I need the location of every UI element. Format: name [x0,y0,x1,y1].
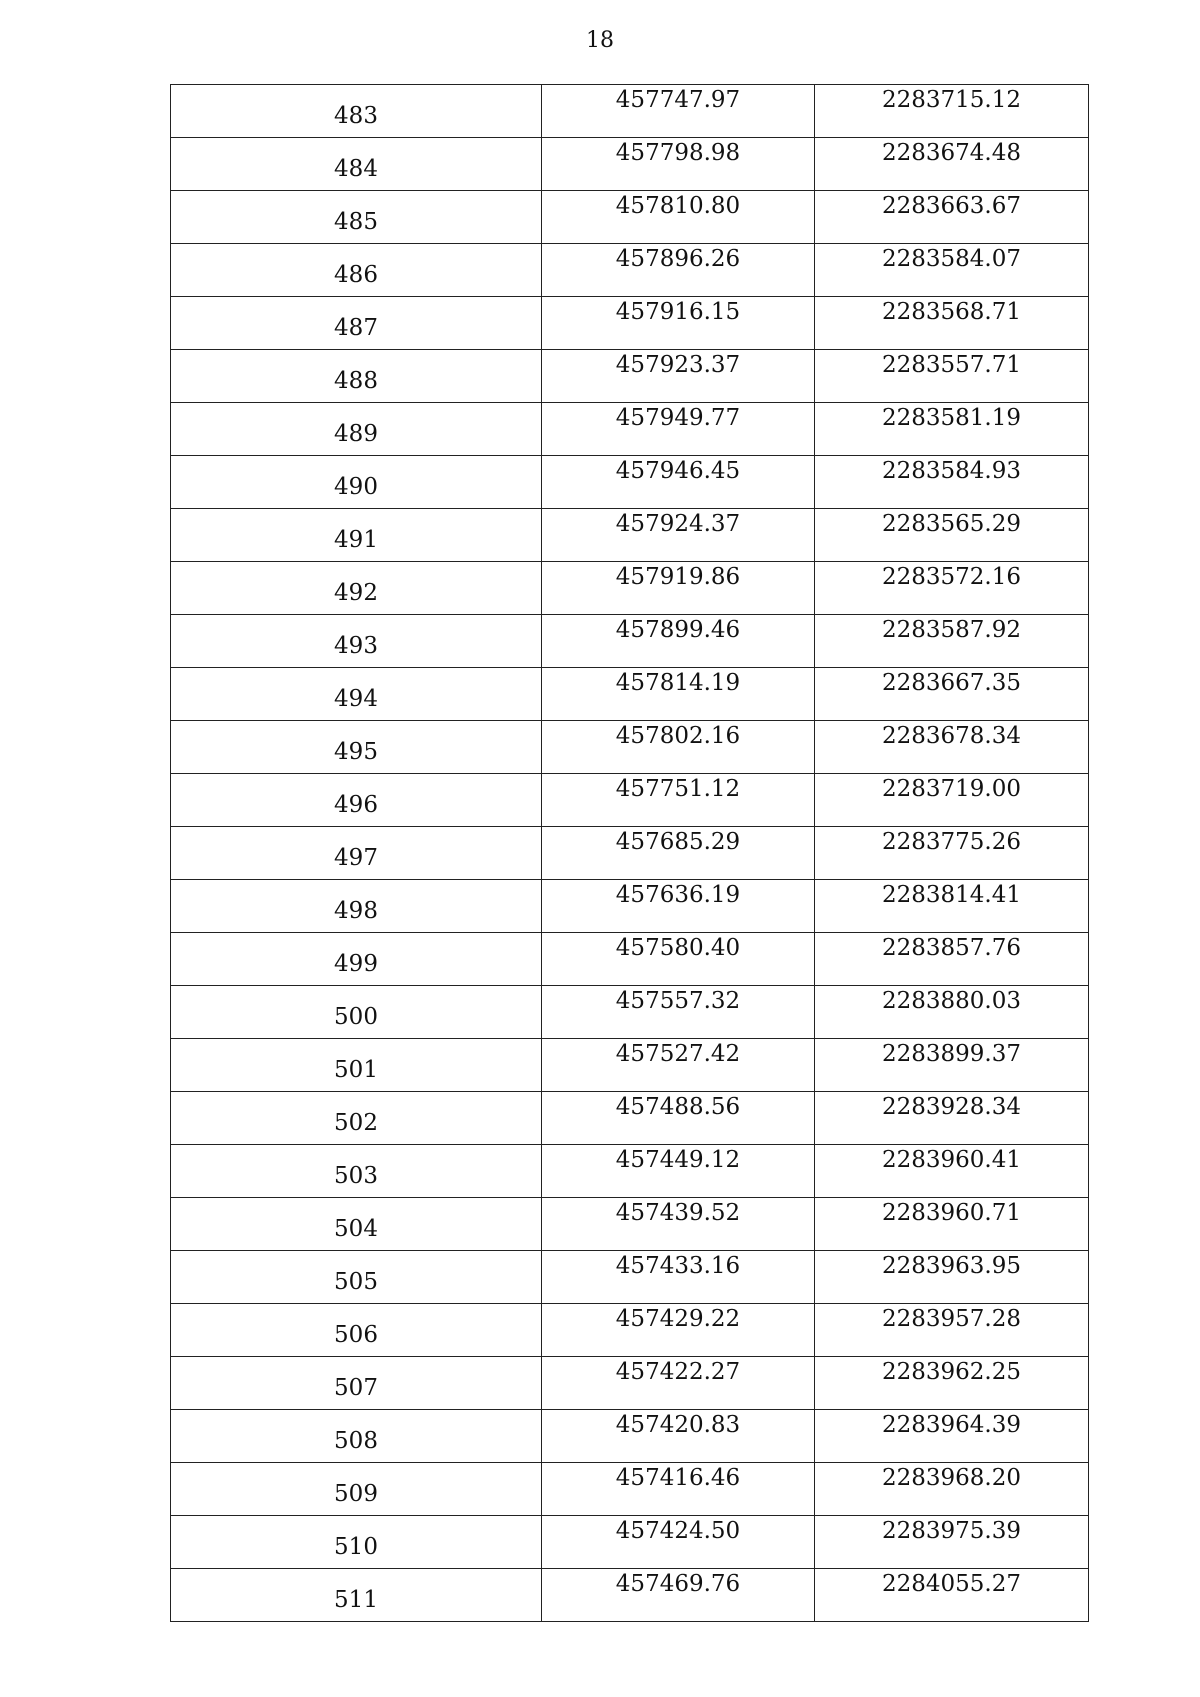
table-row [171,1145,1089,1198]
point-number-cell: 487 [171,297,542,350]
y-coordinate-cell: 2283584.93 [815,456,1089,509]
point-number-cell: 499 [171,933,542,986]
x-coordinate-cell: 457810.80 [542,191,815,244]
table-row [171,138,1089,191]
y-coordinate-cell: 2283880.03 [815,986,1089,1039]
x-coordinate-cell: 457449.12 [542,1145,815,1198]
y-coordinate-cell: 2283964.39 [815,1410,1089,1463]
x-coordinate-cell: 457433.16 [542,1251,815,1304]
point-number-cell: 508 [171,1410,542,1463]
x-coordinate-cell: 457747.97 [542,85,815,138]
x-coordinate-cell: 457416.46 [542,1463,815,1516]
table-row [171,827,1089,880]
x-coordinate-cell: 457751.12 [542,774,815,827]
x-coordinate-cell: 457424.50 [542,1516,815,1569]
x-coordinate-cell: 457527.42 [542,1039,815,1092]
table-row [171,668,1089,721]
point-number-cell: 492 [171,562,542,615]
x-coordinate-cell: 457636.19 [542,880,815,933]
y-coordinate-cell: 2283968.20 [815,1463,1089,1516]
table-row [171,1410,1089,1463]
table-row [171,297,1089,350]
table-row [171,1198,1089,1251]
y-coordinate-cell: 2283715.12 [815,85,1089,138]
point-number-cell: 504 [171,1198,542,1251]
point-number-cell: 506 [171,1304,542,1357]
x-coordinate-cell: 457946.45 [542,456,815,509]
y-coordinate-cell: 2283962.25 [815,1357,1089,1410]
y-coordinate-cell: 2283775.26 [815,827,1089,880]
point-number-cell: 500 [171,986,542,1039]
x-coordinate-cell: 457899.46 [542,615,815,668]
x-coordinate-cell: 457488.56 [542,1092,815,1145]
point-number-cell: 493 [171,615,542,668]
table-row [171,1304,1089,1357]
table-row [171,880,1089,933]
y-coordinate-cell: 2283960.71 [815,1198,1089,1251]
y-coordinate-cell: 2283899.37 [815,1039,1089,1092]
coordinate-table-body [171,85,1089,1622]
x-coordinate-cell: 457429.22 [542,1304,815,1357]
point-number-cell: 485 [171,191,542,244]
table-row [171,85,1089,138]
table-row [171,1463,1089,1516]
y-coordinate-cell: 2283663.67 [815,191,1089,244]
table-row [171,986,1089,1039]
table-row [171,191,1089,244]
point-number-cell: 490 [171,456,542,509]
page-number: 18 [586,28,614,53]
point-number-cell: 501 [171,1039,542,1092]
point-number-cell: 484 [171,138,542,191]
point-number-cell: 509 [171,1463,542,1516]
table-row [171,403,1089,456]
y-coordinate-cell: 2283960.41 [815,1145,1089,1198]
y-coordinate-cell: 2283674.48 [815,138,1089,191]
point-number-cell: 483 [171,85,542,138]
x-coordinate-cell: 457580.40 [542,933,815,986]
table-row [171,244,1089,297]
y-coordinate-cell: 2283557.71 [815,350,1089,403]
table-row [171,1516,1089,1569]
coordinate-table-container [170,84,1088,1622]
x-coordinate-cell: 457949.77 [542,403,815,456]
y-coordinate-cell: 2283584.07 [815,244,1089,297]
table-row [171,456,1089,509]
point-number-cell: 496 [171,774,542,827]
x-coordinate-cell: 457422.27 [542,1357,815,1410]
point-number-cell: 488 [171,350,542,403]
point-number-cell: 498 [171,880,542,933]
y-coordinate-cell: 2283678.34 [815,721,1089,774]
y-coordinate-cell: 2283963.95 [815,1251,1089,1304]
y-coordinate-cell: 2283572.16 [815,562,1089,615]
table-row [171,774,1089,827]
y-coordinate-cell: 2283565.29 [815,509,1089,562]
table-row [171,509,1089,562]
x-coordinate-cell: 457420.83 [542,1410,815,1463]
y-coordinate-cell: 2283581.19 [815,403,1089,456]
x-coordinate-cell: 457802.16 [542,721,815,774]
x-coordinate-cell: 457469.76 [542,1569,815,1622]
y-coordinate-cell: 2283814.41 [815,880,1089,933]
x-coordinate-cell: 457685.29 [542,827,815,880]
table-row [171,1357,1089,1410]
y-coordinate-cell: 2284055.27 [815,1569,1089,1622]
y-coordinate-cell: 2283857.76 [815,933,1089,986]
point-number-cell: 502 [171,1092,542,1145]
point-number-cell: 495 [171,721,542,774]
table-row [171,562,1089,615]
point-number-cell: 494 [171,668,542,721]
x-coordinate-cell: 457814.19 [542,668,815,721]
y-coordinate-cell: 2283587.92 [815,615,1089,668]
table-row [171,721,1089,774]
y-coordinate-cell: 2283667.35 [815,668,1089,721]
point-number-cell: 510 [171,1516,542,1569]
x-coordinate-cell: 457798.98 [542,138,815,191]
table-row [171,1092,1089,1145]
x-coordinate-cell: 457923.37 [542,350,815,403]
point-number-cell: 486 [171,244,542,297]
table-row [171,1039,1089,1092]
table-row [171,1569,1089,1622]
y-coordinate-cell: 2283719.00 [815,774,1089,827]
point-number-cell: 507 [171,1357,542,1410]
point-number-cell: 503 [171,1145,542,1198]
coordinate-table [170,84,1089,1622]
table-row [171,1251,1089,1304]
table-row [171,615,1089,668]
x-coordinate-cell: 457916.15 [542,297,815,350]
point-number-cell: 511 [171,1569,542,1622]
y-coordinate-cell: 2283975.39 [815,1516,1089,1569]
table-row [171,933,1089,986]
x-coordinate-cell: 457439.52 [542,1198,815,1251]
point-number-cell: 491 [171,509,542,562]
point-number-cell: 489 [171,403,542,456]
point-number-cell: 505 [171,1251,542,1304]
point-number-cell: 497 [171,827,542,880]
x-coordinate-cell: 457896.26 [542,244,815,297]
x-coordinate-cell: 457924.37 [542,509,815,562]
x-coordinate-cell: 457919.86 [542,562,815,615]
y-coordinate-cell: 2283957.28 [815,1304,1089,1357]
table-row [171,350,1089,403]
x-coordinate-cell: 457557.32 [542,986,815,1039]
y-coordinate-cell: 2283928.34 [815,1092,1089,1145]
y-coordinate-cell: 2283568.71 [815,297,1089,350]
